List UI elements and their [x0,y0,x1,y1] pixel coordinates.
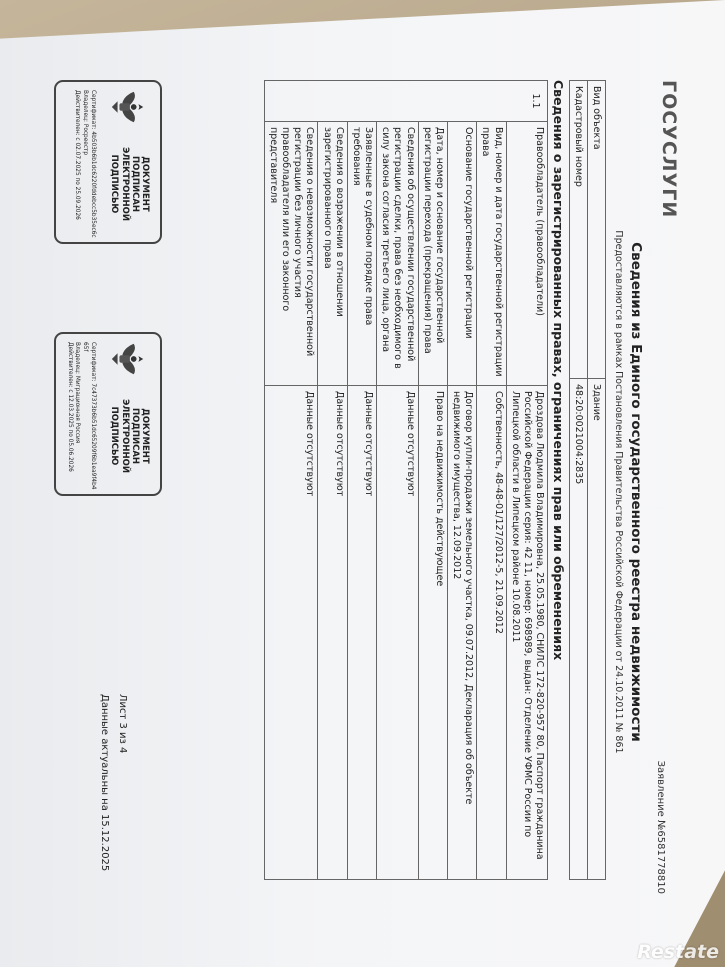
stamp-title: ДОКУМЕНТ ПОДПИСАН ЭЛЕКТРОННОЙ ПОДПИСЬЮ [109,399,150,473]
stamp-certificate: Сертификат: 7c47373b6b51dc65209f6b1ea9f4b465f [82,342,96,490]
gosuslugi-logo: ГОСУСЛУГИ [658,80,680,219]
cadastral-number-label: Кадастровый номер [570,81,588,379]
row-value: Данные отсутствуют [347,386,376,880]
stamp-title: ДОКУМЕНТ ПОДПИСАН ЭЛЕКТРОННОЙ ПОДПИСЬЮ [109,147,150,221]
row-value: Собственность, 48-48-01/127/2012-5, 21.09.2012 [477,386,506,880]
statement-number: Заявление №6581778810 [655,760,666,894]
stamp-owner: Владелец: Росреестр [82,90,89,156]
table-row [447,81,476,880]
stamp-meta [65,342,96,490]
row-label: Сведения о возражении в отношении зарегистрированного права [318,122,347,386]
table-row [347,81,376,880]
object-type-value: Здание [588,379,606,880]
eagle-emblem-icon [108,340,148,378]
document-page [24,72,684,912]
cadastral-number-value: 48:20:0021004:2835 [570,379,588,880]
table-row [588,81,606,880]
table-row [418,81,447,880]
signature-stamp [54,332,162,496]
row-number: 1.1 [264,81,547,122]
table-row [570,81,588,880]
row-label: Заявленные в судебном порядке права требования [347,122,376,386]
stamp-certificate: Сертификат: 4b503b6b1dc6220fddebcc5b35ec6c [90,90,96,238]
row-label: Сведения о невозможности государственной регистрации без личного участия правообладателя или его законного представителя [264,122,318,386]
document-title: Сведения из Единого государственного реестра недвижимости [628,242,644,742]
stamp-validity: Действителен: с 02.07.2025 по 25.09.2026 [74,90,81,220]
document-subtitle: Предоставляются в рамках Постановления Правительства Российской Федерации от 24.10.2011 № 861 [613,230,624,754]
stamp-validity: Действителен: с 12.03.2025 по 05.06.2026 [66,342,73,472]
object-type-label: Вид объекта [588,81,606,379]
row-label: Основание государственной регистрации [447,122,476,386]
row-label: Правообладатель (правообладатели) [506,122,547,386]
table-row [264,81,318,880]
row-label: Дата, номер и основание государственной регистрации перехода (прекращения) права [418,122,447,386]
row-label: Сведения об осуществлении государственной регистрации сделки, права без необходимого в силу закона согласия третьего лица, органа [377,122,418,386]
stamp-meta [73,90,96,238]
table-row [377,81,418,880]
row-value: Право на недвижимость действующее [418,386,447,880]
actual-date: Данные актуальны на 15.12.2025 [99,694,110,872]
row-value: Дроздова Людмила Владимировна, 25.05.1980, СНИЛС 172-820-957 80, Паспорт гражданина Российской Федерации серия: 42 11, номер: 698989, выдан: Отделение УФМС России по Липецкой области в Липецком районе 10.08.2011 [506,386,547,880]
rights-table [264,80,548,880]
row-value: Данные отсутствуют [318,386,347,880]
table-row [318,81,347,880]
section-title: Сведения о зарегистрированных правах, ограничениях прав или обременениях [551,80,566,661]
signature-stamp [54,80,162,244]
restate-watermark: Restate [637,941,719,963]
object-info-table [569,80,606,880]
table-row [506,81,547,880]
row-value: Договор купли-продажи земельного участка, 09.07.2012, Декларация об объекте недвижимого имущества, 12.09.2012 [447,386,476,880]
sheet-counter: Лист 3 из 4 [117,694,128,754]
eagle-emblem-icon [108,88,148,126]
table-row [477,81,506,880]
stamp-owner: Владелец: Миграционная Россия [74,342,81,444]
row-value: Данные отсутствуют [264,386,318,880]
row-label: Вид, номер и дата государственной регистрации права [477,122,506,386]
row-value: Данные отсутствуют [377,386,418,880]
